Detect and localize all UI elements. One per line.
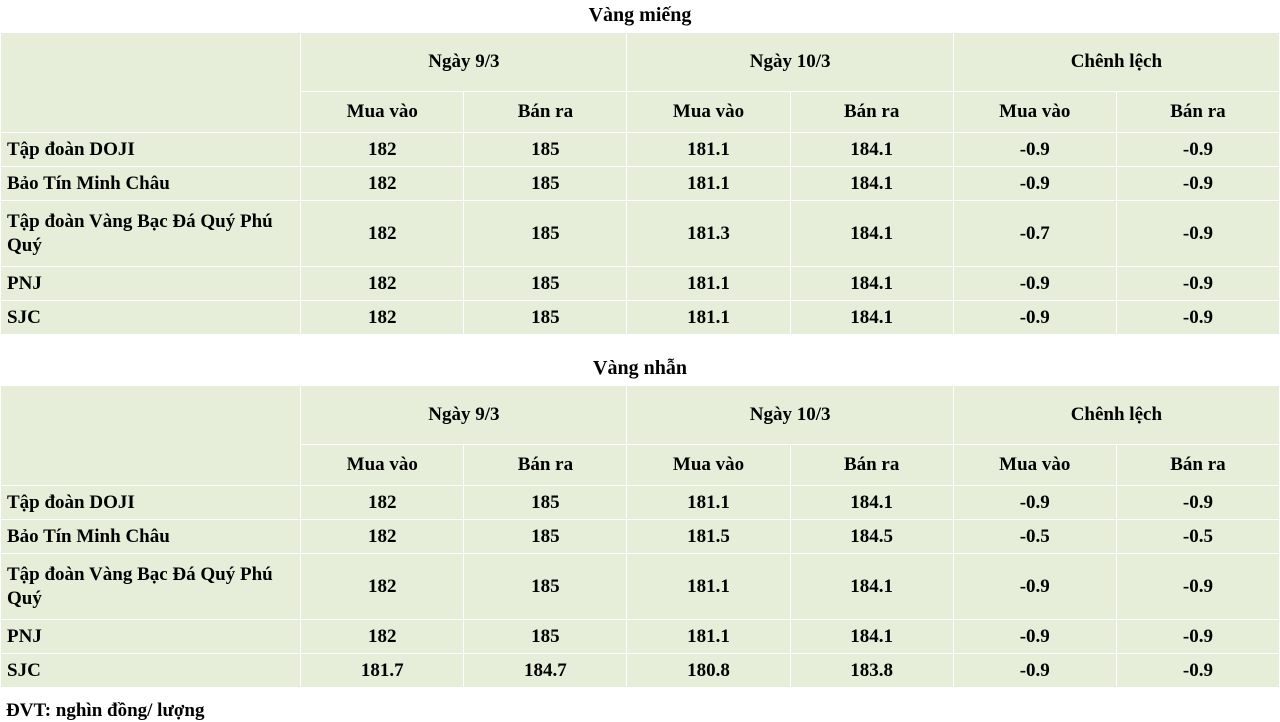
cell-value: -0.9 xyxy=(1116,654,1279,688)
cell-value: -0.7 xyxy=(953,201,1116,267)
cell-value: 181.7 xyxy=(301,654,464,688)
cell-value: 182 xyxy=(301,167,464,201)
cell-value: -0.9 xyxy=(953,620,1116,654)
cell-value: 181.3 xyxy=(627,201,790,267)
cell-value: -0.9 xyxy=(1116,201,1279,267)
cell-value: 184.1 xyxy=(790,167,953,201)
cell-value: 185 xyxy=(464,167,627,201)
cell-value: 181.1 xyxy=(627,486,790,520)
cell-value: 180.8 xyxy=(627,654,790,688)
table-row xyxy=(1,654,1280,688)
cell-value: -0.9 xyxy=(1116,486,1279,520)
table-row xyxy=(1,620,1280,654)
row-label: Bảo Tín Minh Châu xyxy=(1,520,301,554)
cell-value: -0.5 xyxy=(1116,520,1279,554)
cell-value: -0.5 xyxy=(953,520,1116,554)
row-label-text: Tập đoàn Vàng Bạc Đá Quý Phú Quý xyxy=(7,563,273,609)
cell-value: 181.1 xyxy=(627,301,790,335)
cell-value: 184.1 xyxy=(790,133,953,167)
cell-value: 184.1 xyxy=(790,201,953,267)
cell-value: 185 xyxy=(464,267,627,301)
cell-value: -0.9 xyxy=(953,301,1116,335)
table-row xyxy=(1,520,1280,554)
cell-value: 184.1 xyxy=(790,554,953,620)
column-sub-ban-ra-2: Bán ra xyxy=(790,445,953,486)
cell-value: 182 xyxy=(301,520,464,554)
column-group-ngay-10-3: Ngày 10/3 xyxy=(627,33,953,92)
column-sub-mua-vao-2: Mua vào xyxy=(627,445,790,486)
cell-value: -0.9 xyxy=(1116,620,1279,654)
cell-value: 183.8 xyxy=(790,654,953,688)
cell-value: -0.9 xyxy=(953,133,1116,167)
column-group-ngay-9-3: Ngày 9/3 xyxy=(301,33,627,92)
cell-value: -0.9 xyxy=(953,267,1116,301)
section-title-vang-mieng: Vàng miếng xyxy=(588,4,692,26)
cell-value: 181.1 xyxy=(627,267,790,301)
cell-value: 181.1 xyxy=(627,554,790,620)
column-sub-mua-vao-3: Mua vào xyxy=(953,445,1116,486)
cell-value: 182 xyxy=(301,486,464,520)
table-row xyxy=(1,267,1280,301)
cell-value: 182 xyxy=(301,201,464,267)
cell-value: 184.7 xyxy=(464,654,627,688)
column-group-chenh-lech: Chênh lệch xyxy=(953,386,1279,445)
table-corner-cell xyxy=(1,386,301,486)
cell-value: 182 xyxy=(301,133,464,167)
cell-value: 185 xyxy=(464,486,627,520)
column-group-chenh-lech: Chênh lệch xyxy=(953,33,1279,92)
row-label: SJC xyxy=(1,654,301,688)
cell-value: 185 xyxy=(464,133,627,167)
table-corner-cell xyxy=(1,33,301,133)
cell-value: 184.5 xyxy=(790,520,953,554)
cell-value: 181.5 xyxy=(627,520,790,554)
table-vang-nhan xyxy=(0,385,1280,688)
footnote-unit: ĐVT: nghìn đồng/ lượng xyxy=(6,700,205,721)
row-label: Tập đoàn DOJI xyxy=(1,133,301,167)
cell-value: -0.9 xyxy=(953,554,1116,620)
row-label: PNJ xyxy=(1,267,301,301)
cell-value: 182 xyxy=(301,620,464,654)
column-sub-mua-vao-3: Mua vào xyxy=(953,92,1116,133)
column-sub-mua-vao-2: Mua vào xyxy=(627,92,790,133)
table-vang-mieng xyxy=(0,32,1280,335)
table-header-group-row xyxy=(1,386,1280,445)
cell-value: 184.1 xyxy=(790,301,953,335)
column-sub-mua-vao-1: Mua vào xyxy=(301,92,464,133)
cell-value: 182 xyxy=(301,301,464,335)
row-label: SJC xyxy=(1,301,301,335)
cell-value: -0.9 xyxy=(1116,133,1279,167)
cell-value: 184.1 xyxy=(790,620,953,654)
cell-value: -0.9 xyxy=(953,654,1116,688)
row-label: PNJ xyxy=(1,620,301,654)
cell-value: 185 xyxy=(464,620,627,654)
cell-value: 182 xyxy=(301,267,464,301)
row-label xyxy=(1,554,301,620)
cell-value: 185 xyxy=(464,520,627,554)
row-label: Bảo Tín Minh Châu xyxy=(1,167,301,201)
cell-value: 185 xyxy=(464,554,627,620)
table-row xyxy=(1,486,1280,520)
row-label-text: Tập đoàn Vàng Bạc Đá Quý Phú Quý xyxy=(7,210,273,256)
cell-value: 184.1 xyxy=(790,486,953,520)
cell-value: 181.1 xyxy=(627,167,790,201)
cell-value: -0.9 xyxy=(953,167,1116,201)
cell-value: 185 xyxy=(464,201,627,267)
table-row xyxy=(1,133,1280,167)
column-group-ngay-9-3: Ngày 9/3 xyxy=(301,386,627,445)
column-group-ngay-10-3: Ngày 10/3 xyxy=(627,386,953,445)
column-sub-ban-ra-3: Bán ra xyxy=(1116,445,1279,486)
column-sub-ban-ra-3: Bán ra xyxy=(1116,92,1279,133)
table-row xyxy=(1,201,1280,267)
row-label: Tập đoàn DOJI xyxy=(1,486,301,520)
table-header-group-row xyxy=(1,33,1280,92)
cell-value: -0.9 xyxy=(1116,301,1279,335)
table-row xyxy=(1,301,1280,335)
column-sub-ban-ra-1: Bán ra xyxy=(464,445,627,486)
cell-value: -0.9 xyxy=(1116,267,1279,301)
cell-value: -0.9 xyxy=(1116,167,1279,201)
cell-value: 185 xyxy=(464,301,627,335)
column-sub-mua-vao-1: Mua vào xyxy=(301,445,464,486)
section-spacer xyxy=(0,335,1280,353)
table-row xyxy=(1,167,1280,201)
column-sub-ban-ra-2: Bán ra xyxy=(790,92,953,133)
cell-value: 182 xyxy=(301,554,464,620)
table-row xyxy=(1,554,1280,620)
cell-value: -0.9 xyxy=(1116,554,1279,620)
cell-value: -0.9 xyxy=(953,486,1116,520)
column-sub-ban-ra-1: Bán ra xyxy=(464,92,627,133)
row-label xyxy=(1,201,301,267)
cell-value: 181.1 xyxy=(627,620,790,654)
section-title-vang-nhan: Vàng nhẫn xyxy=(593,357,687,379)
cell-value: 181.1 xyxy=(627,133,790,167)
cell-value: 184.1 xyxy=(790,267,953,301)
